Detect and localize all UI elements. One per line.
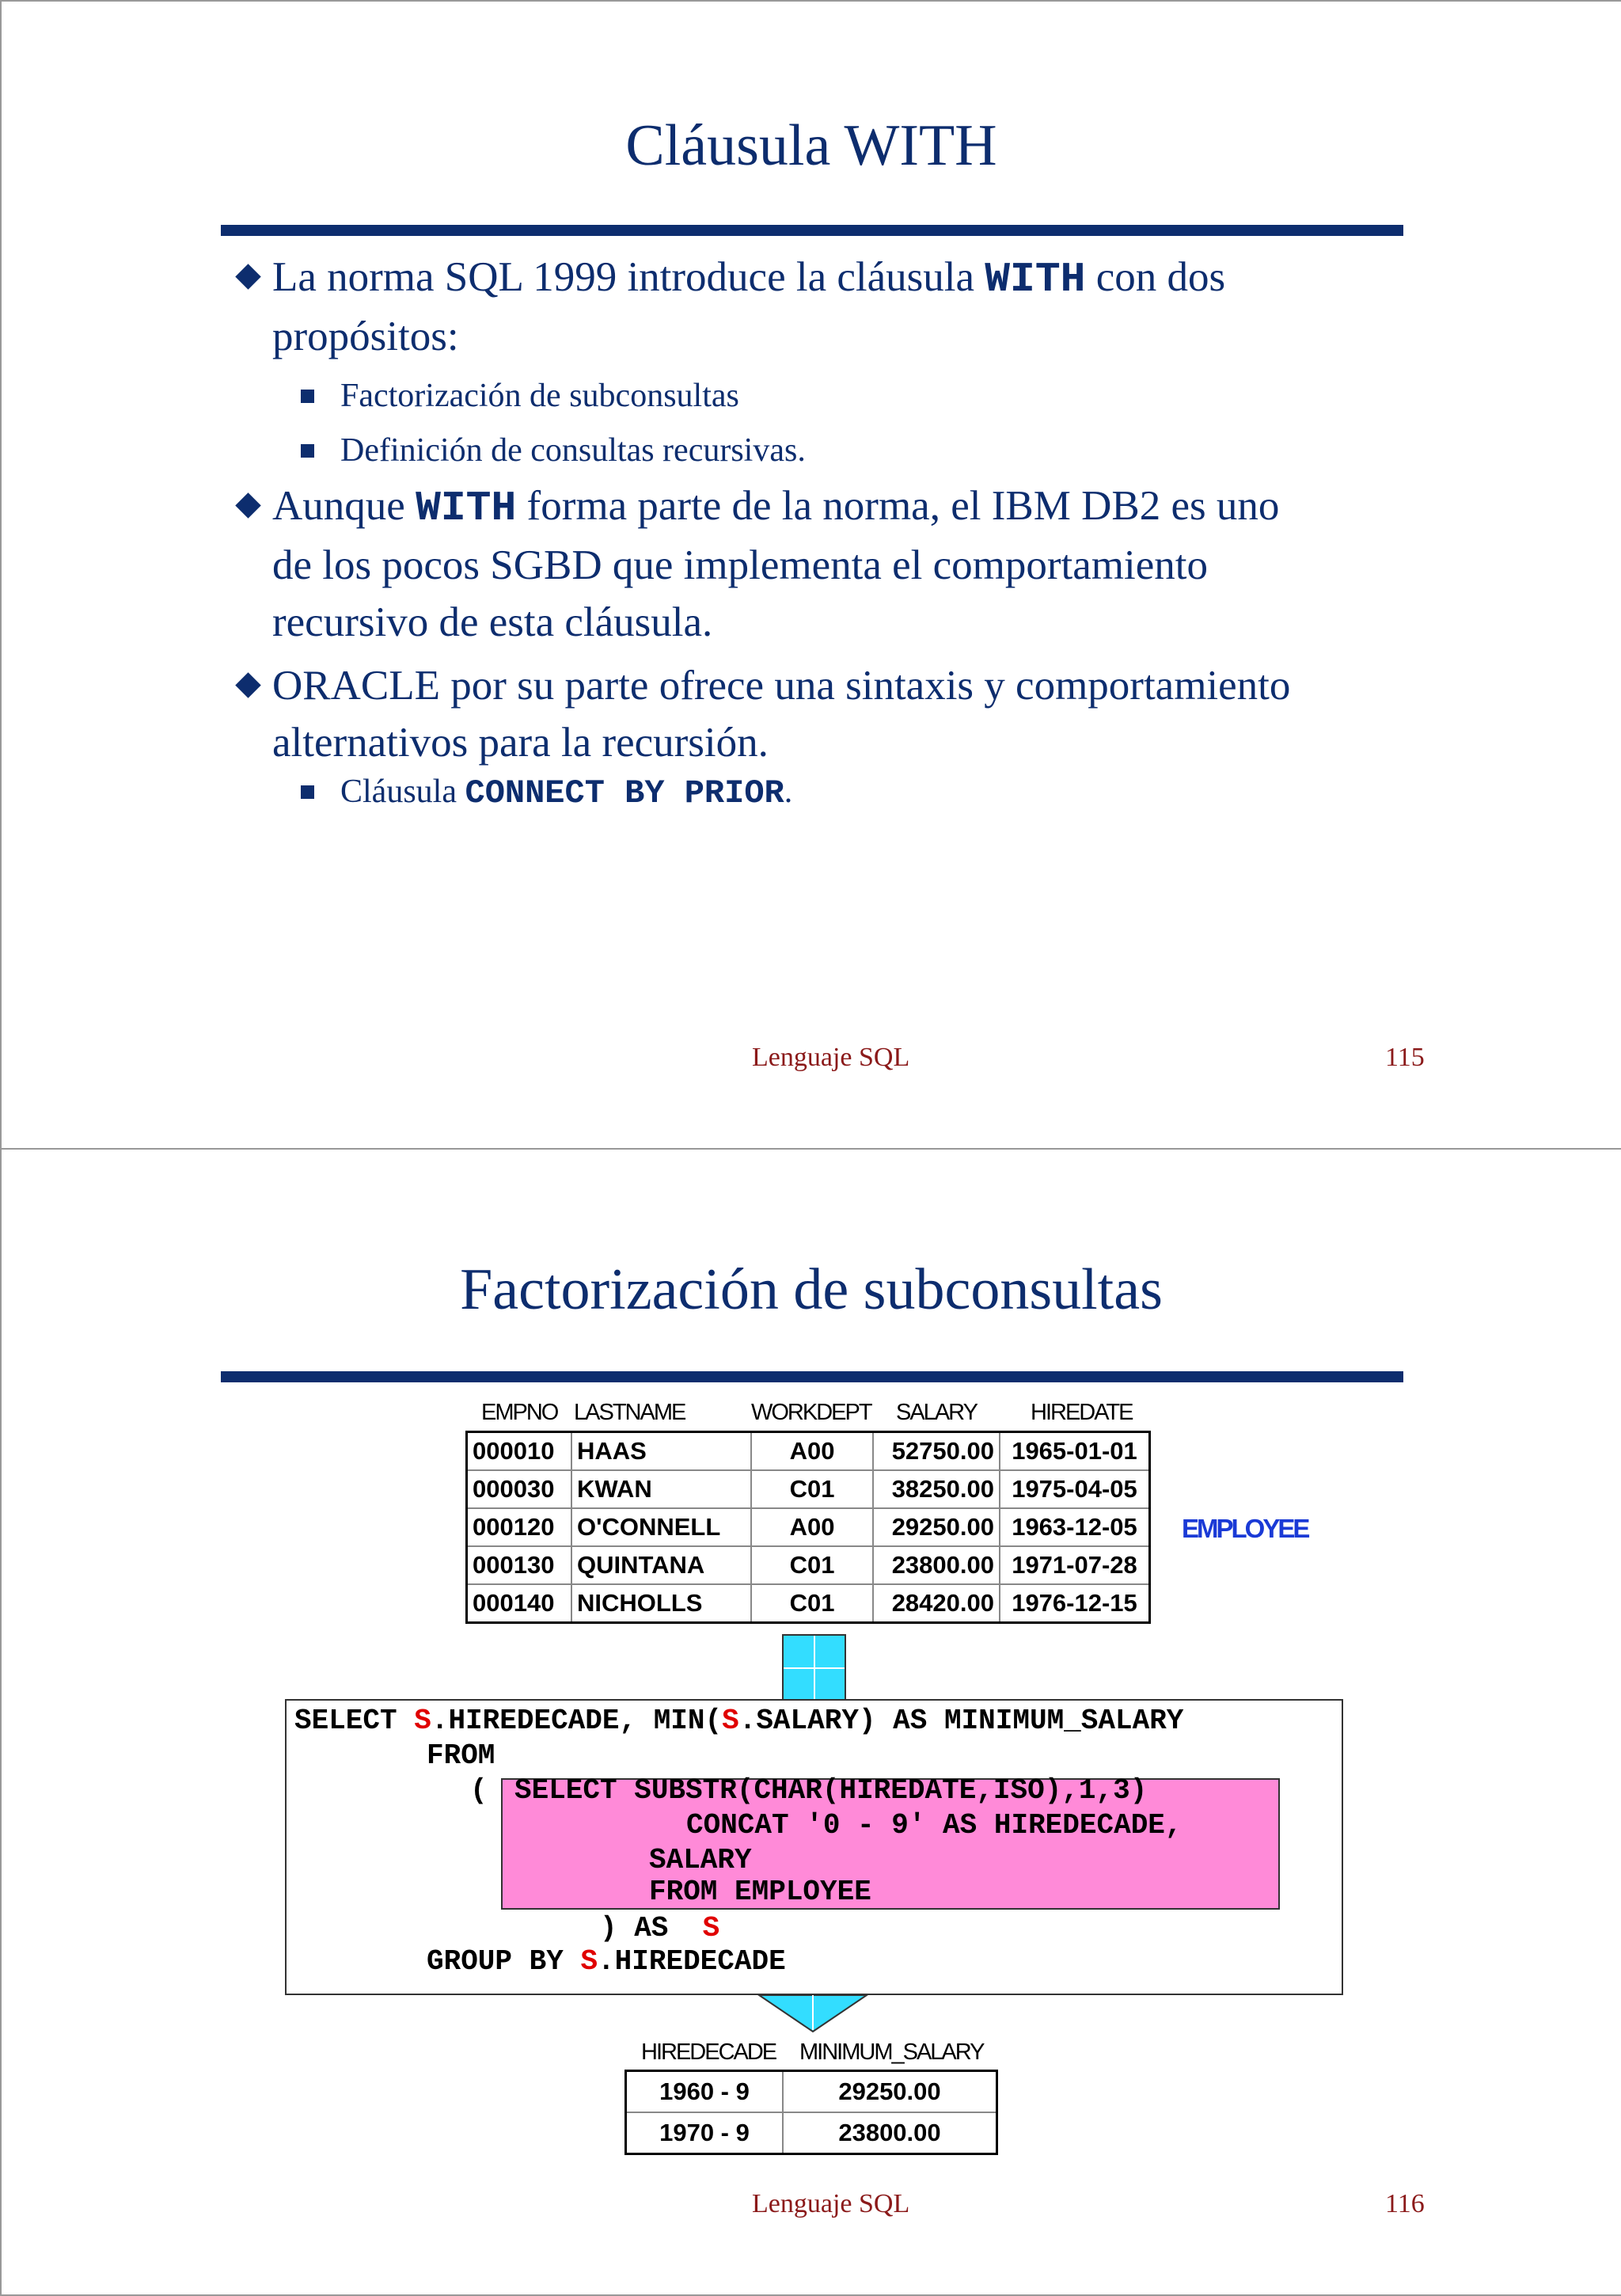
flow-arrow-icon bbox=[782, 1634, 846, 1702]
code-line-group-by bbox=[427, 1944, 786, 1979]
slide-116 bbox=[0, 1148, 1621, 2296]
cell-workdept: A00 bbox=[751, 1432, 873, 1471]
cell-hiredate: 1975-04-05 bbox=[1000, 1470, 1150, 1508]
keyword-with: WITH bbox=[416, 485, 517, 532]
page-number: 115 bbox=[1385, 1043, 1425, 1072]
cell-hiredate: 1965-01-01 bbox=[1000, 1432, 1150, 1471]
column-header-hiredate: HIREDATE bbox=[1031, 1400, 1133, 1425]
employee-table bbox=[465, 1431, 1151, 1624]
table-row bbox=[467, 1470, 1150, 1508]
bullet-text: con dos bbox=[1085, 254, 1226, 300]
square-bullet-icon bbox=[301, 390, 314, 403]
table-row bbox=[467, 1432, 1150, 1471]
code-text: ) AS bbox=[600, 1912, 703, 1944]
cell-salary: 38250.00 bbox=[873, 1470, 1000, 1508]
cell-workdept: A00 bbox=[751, 1508, 873, 1546]
subbullet-text: Definición de consultas recursivas. bbox=[340, 432, 806, 469]
table-row bbox=[626, 2112, 997, 2154]
cell-salary: 28420.00 bbox=[873, 1584, 1000, 1623]
table-row bbox=[626, 2071, 997, 2113]
page-number: 116 bbox=[1385, 2189, 1425, 2218]
cell-lastname: O'CONNELL bbox=[571, 1508, 751, 1546]
cell-hiredate: 1963-12-05 bbox=[1000, 1508, 1150, 1546]
bullet-text: recursivo de esta cláusula. bbox=[272, 599, 713, 645]
cell-empno: 000140 bbox=[467, 1584, 572, 1623]
diamond-bullet-icon bbox=[235, 672, 261, 698]
cell-lastname: QUINTANA bbox=[571, 1546, 751, 1584]
column-header-empno: EMPNO bbox=[481, 1400, 558, 1425]
code-line-concat: CONCAT '0 - 9' AS HIREDECADE, bbox=[686, 1809, 1183, 1842]
cell-empno: 000120 bbox=[467, 1508, 572, 1546]
table-row bbox=[467, 1546, 1150, 1584]
title-rule bbox=[221, 1371, 1403, 1382]
keyword-connect-by-prior: CONNECT BY PRIOR bbox=[465, 774, 784, 812]
table-label-employee: EMPLOYEE bbox=[1182, 1514, 1308, 1543]
alias-s: S bbox=[580, 1945, 598, 1978]
alias-s: S bbox=[722, 1705, 739, 1737]
subbullet-text: Factorización de subconsultas bbox=[340, 378, 739, 414]
cell-workdept: C01 bbox=[751, 1470, 873, 1508]
cell-salary: 29250.00 bbox=[873, 1508, 1000, 1546]
code-paren-open: ( bbox=[470, 1774, 488, 1807]
footer-course: Lenguaje SQL bbox=[752, 1043, 910, 1072]
code-text: .HIREDECADE bbox=[598, 1945, 786, 1978]
cell-hiredecade: 1970 - 9 bbox=[626, 2112, 784, 2154]
column-header-workdept: WORKDEPT bbox=[751, 1400, 871, 1425]
alias-s: S bbox=[702, 1912, 720, 1944]
column-header-lastname: LASTNAME bbox=[574, 1400, 685, 1425]
cell-salary: 23800.00 bbox=[873, 1546, 1000, 1584]
cell-lastname: KWAN bbox=[571, 1470, 751, 1508]
code-line-salary: SALARY bbox=[649, 1844, 752, 1876]
subbullet-text: . bbox=[784, 774, 793, 810]
diamond-bullet-icon bbox=[235, 264, 261, 290]
bullet-text: de los pocos SGBD que implementa el comportamiento bbox=[272, 542, 1208, 588]
bullet-text: propósitos: bbox=[272, 314, 459, 359]
subbullet-text: Cláusula bbox=[340, 774, 465, 810]
cell-workdept: C01 bbox=[751, 1546, 873, 1584]
bullet-text: La norma SQL 1999 introduce la cláusula bbox=[272, 254, 985, 300]
cell-empno: 000010 bbox=[467, 1432, 572, 1471]
title-rule bbox=[221, 225, 1403, 236]
cell-hiredate: 1971-07-28 bbox=[1000, 1546, 1150, 1584]
table-row bbox=[467, 1584, 1150, 1623]
code-text: .SALARY) AS MINIMUM_SALARY bbox=[738, 1705, 1184, 1737]
column-header-hiredecade: HIREDECADE bbox=[641, 2039, 776, 2065]
footer-course: Lenguaje SQL bbox=[752, 2189, 910, 2218]
code-line-from: FROM bbox=[427, 1739, 495, 1772]
code-line-from-employee: FROM EMPLOYEE bbox=[649, 1876, 871, 1908]
alias-s: S bbox=[414, 1705, 431, 1737]
bullet-text: ORACLE por su parte ofrece una sintaxis y comportamiento bbox=[272, 663, 1291, 709]
cell-lastname: NICHOLLS bbox=[571, 1584, 751, 1623]
cell-lastname: HAAS bbox=[571, 1432, 751, 1471]
code-text: .HIREDECADE, MIN( bbox=[431, 1705, 723, 1737]
cell-empno: 000130 bbox=[467, 1546, 572, 1584]
bullet-text: forma parte de la norma, el IBM DB2 es uno bbox=[516, 483, 1280, 529]
code-text: GROUP BY bbox=[427, 1945, 581, 1978]
code-text: SELECT bbox=[294, 1705, 415, 1737]
diamond-bullet-icon bbox=[235, 492, 261, 519]
cell-hiredate: 1976-12-15 bbox=[1000, 1584, 1150, 1623]
square-bullet-icon bbox=[301, 444, 314, 458]
cell-salary: 52750.00 bbox=[873, 1432, 1000, 1471]
code-line-subselect: SELECT SUBSTR(CHAR(HIREDATE,ISO),1,3) bbox=[514, 1774, 1148, 1807]
column-header-salary: SALARY bbox=[896, 1400, 977, 1425]
code-line-as bbox=[600, 1911, 719, 1946]
slide-title: Factorización de subconsultas bbox=[460, 1257, 1163, 1322]
keyword-with: WITH bbox=[985, 256, 1086, 303]
column-header-minimum-salary: MINIMUM_SALARY bbox=[799, 2039, 984, 2065]
code-line-select bbox=[294, 1704, 1183, 1739]
bullet-text: Aunque bbox=[272, 483, 416, 529]
slide-title: Cláusula WITH bbox=[625, 113, 997, 178]
cell-empno: 000030 bbox=[467, 1470, 572, 1508]
cell-workdept: C01 bbox=[751, 1584, 873, 1623]
cell-hiredecade: 1960 - 9 bbox=[626, 2071, 784, 2113]
down-arrow-icon bbox=[757, 1994, 868, 2033]
bullet-text: alternativos para la recursión. bbox=[272, 720, 769, 766]
cell-minimum-salary: 23800.00 bbox=[783, 2112, 997, 2154]
square-bullet-icon bbox=[301, 785, 314, 799]
result-table bbox=[624, 2070, 998, 2155]
table-row bbox=[467, 1508, 1150, 1546]
cell-minimum-salary: 29250.00 bbox=[783, 2071, 997, 2113]
